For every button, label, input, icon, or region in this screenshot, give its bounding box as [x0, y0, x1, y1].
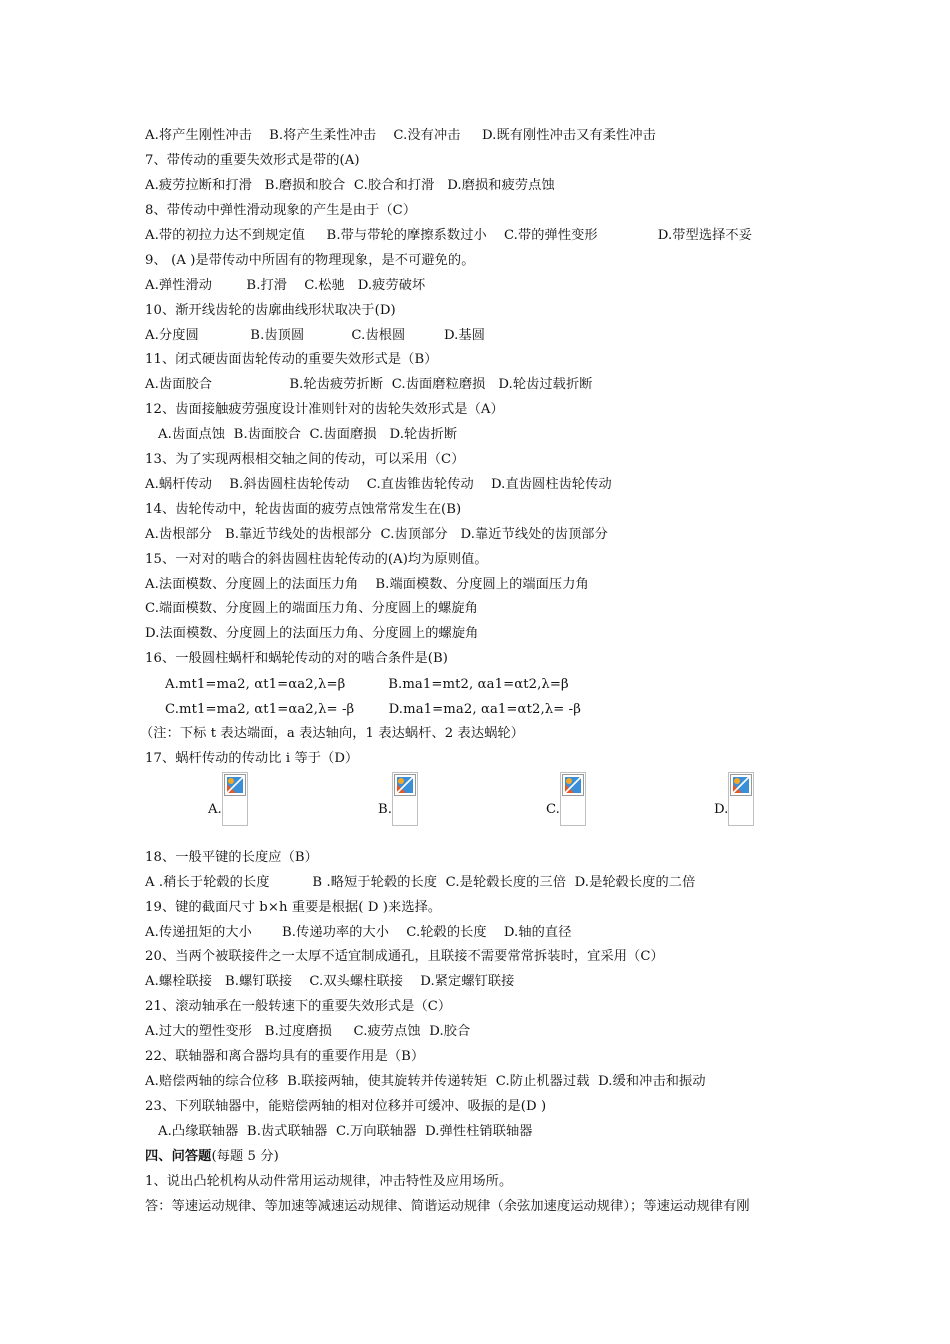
option-line: A.赔偿两轴的综合位移 B.联接两轴，使其旋转并传递转矩 C.防止机器过载 D.缓和冲击和振动: [145, 1074, 706, 1089]
option-line: A.带的初拉力达不到规定值 B.带与带轮的摩擦系数过小 C.带的弹性变形 D.带型选择不妥: [145, 228, 752, 243]
q17-option-c-label: C.: [546, 802, 560, 817]
answer-line: 答：等速运动规律、等加速等减速运动规律、简谐运动规律（余弦加速度运动规律）；等速运动规律有刚: [145, 1199, 750, 1214]
question-14: 14、齿轮传动中，轮齿齿面的疲劳点蚀常常发生在(B): [145, 502, 462, 517]
question-15: 15、一对对的啮合的斜齿圆柱齿轮传动的(A)均为原则值。: [145, 552, 488, 567]
option-line: A.弹性滑动 B.打滑 C.松驰 D.疲劳破坏: [145, 278, 426, 293]
question-16: 16、一般圆柱蜗杆和蜗轮传动的对的啮合条件是(B): [145, 651, 449, 666]
option-line: A.齿面胶合 B.轮齿疲劳折断 C.齿面磨粒磨损 D.轮齿过载折断: [145, 377, 593, 392]
section-score: (每题 5 分): [211, 1149, 279, 1164]
option-line: A .稍长于轮毂的长度 B .略短于轮毂的长度 C.是轮毂长度的三倍 D.是轮毂长度的二倍: [145, 875, 696, 890]
q17-option-a-label: A.: [208, 802, 222, 817]
section-title: 四、问答题: [145, 1149, 212, 1164]
question-7: 7、带传动的重要失效形式是带的(A): [145, 153, 360, 168]
essay-question-1: 1、说出凸轮机构从动件常用运动规律，冲击特性及应用场所。: [145, 1174, 513, 1189]
question-20: 20、当两个被联接件之一太厚不适宜制成通孔，且联接不需要常常拆装时，宜采用（C）: [145, 949, 664, 964]
question-9: 9、 (A )是带传动中所固有的物理现象，是不可避免的。: [145, 253, 475, 268]
option-line: A.蜗杆传动 B.斜齿圆柱齿轮传动 C.直齿锥齿轮传动 D.直齿圆柱齿轮传动: [145, 477, 612, 492]
option-line: A.分度圆 B.齿顶圆 C.齿根圆 D.基圆: [145, 328, 486, 343]
question-23: 23、下列联轴器中，能赔偿两轴的相对位移并可缓冲、吸振的是(D ): [145, 1099, 547, 1114]
question-11: 11、闭式硬齿面齿轮传动的重要失效形式是（B）: [145, 352, 438, 367]
option-line: A.齿根部分 B.靠近节线处的齿根部分 C.齿顶部分 D.靠近节线处的齿顶部分: [145, 527, 608, 542]
option-line: C.mt1=ma2, αt1=αa2,λ= -β D.ma1=ma2, αa1=αt2,λ= -β: [165, 702, 581, 717]
option-line: A.法面模数、分度圆上的法面压力角 B.端面模数、分度圆上的端面压力角: [145, 577, 589, 592]
section-heading: [145, 1148, 279, 1166]
question-18: 18、一般平键的长度应（B）: [145, 850, 318, 865]
broken-image-icon: [392, 772, 418, 826]
question-8: 8、带传动中弹性滑动现象的产生是由于（C）: [145, 203, 417, 218]
question-22: 22、联轴器和离合器均具有的重要作用是（B）: [145, 1049, 425, 1064]
broken-image-icon: [222, 772, 248, 826]
note-line: （注：下标 t 表达端面，a 表达轴向，1 表达蜗杆、2 表达蜗轮）: [140, 726, 524, 741]
broken-image-icon: [560, 772, 586, 826]
option-line: D.法面模数、分度圆上的法面压力角、分度圆上的螺旋角: [145, 626, 479, 641]
option-line: A.螺栓联接 B.螺钉联接 C.双头螺柱联接 D.紧定螺钉联接: [145, 974, 515, 989]
question-10: 10、渐开线齿轮的齿廓曲线形状取决于(D): [145, 303, 396, 318]
q17-option-b-label: B.: [378, 802, 392, 817]
question-21: 21、滚动轴承在一般转速下的重要失效形式是（C）: [145, 999, 452, 1014]
question-12: 12、齿面接触疲劳强度设计准则针对的齿轮失效形式是（A）: [145, 402, 504, 417]
option-line: C.端面模数、分度圆上的端面压力角、分度圆上的螺旋角: [145, 601, 478, 616]
broken-image-icon: [728, 772, 754, 826]
option-line: A.将产生刚性冲击 B.将产生柔性冲击 C.没有冲击 D.既有刚性冲击又有柔性冲击: [145, 128, 656, 143]
option-line: A.疲劳拉断和打滑 B.磨损和胶合 C.胶合和打滑 D.磨损和疲劳点蚀: [145, 178, 555, 193]
question-19: 19、键的截面尺寸 b×h 重要是根据( D )来选择。: [145, 900, 442, 915]
option-line: A.传递扭矩的大小 B.传递功率的大小 C.轮毂的长度 D.轴的直径: [145, 925, 572, 940]
question-13: 13、为了实现两根相交轴之间的传动，可以采用（C）: [145, 452, 465, 467]
question-17: 17、蜗杆传动的传动比 i 等于（D）: [145, 751, 359, 766]
q17-option-d-label: D.: [714, 802, 729, 817]
option-line: A.mt1=ma2, αt1=αa2,λ=β B.ma1=mt2, αa1=αt2,λ=β: [165, 677, 569, 692]
option-line: A.过大的塑性变形 B.过度磨损 C.疲劳点蚀 D.胶合: [145, 1024, 471, 1039]
option-line: A.齿面点蚀 B.齿面胶合 C.齿面磨损 D.轮齿折断: [158, 427, 458, 442]
option-line: A.凸缘联轴器 B.齿式联轴器 C.万向联轴器 D.弹性柱销联轴器: [158, 1124, 533, 1139]
